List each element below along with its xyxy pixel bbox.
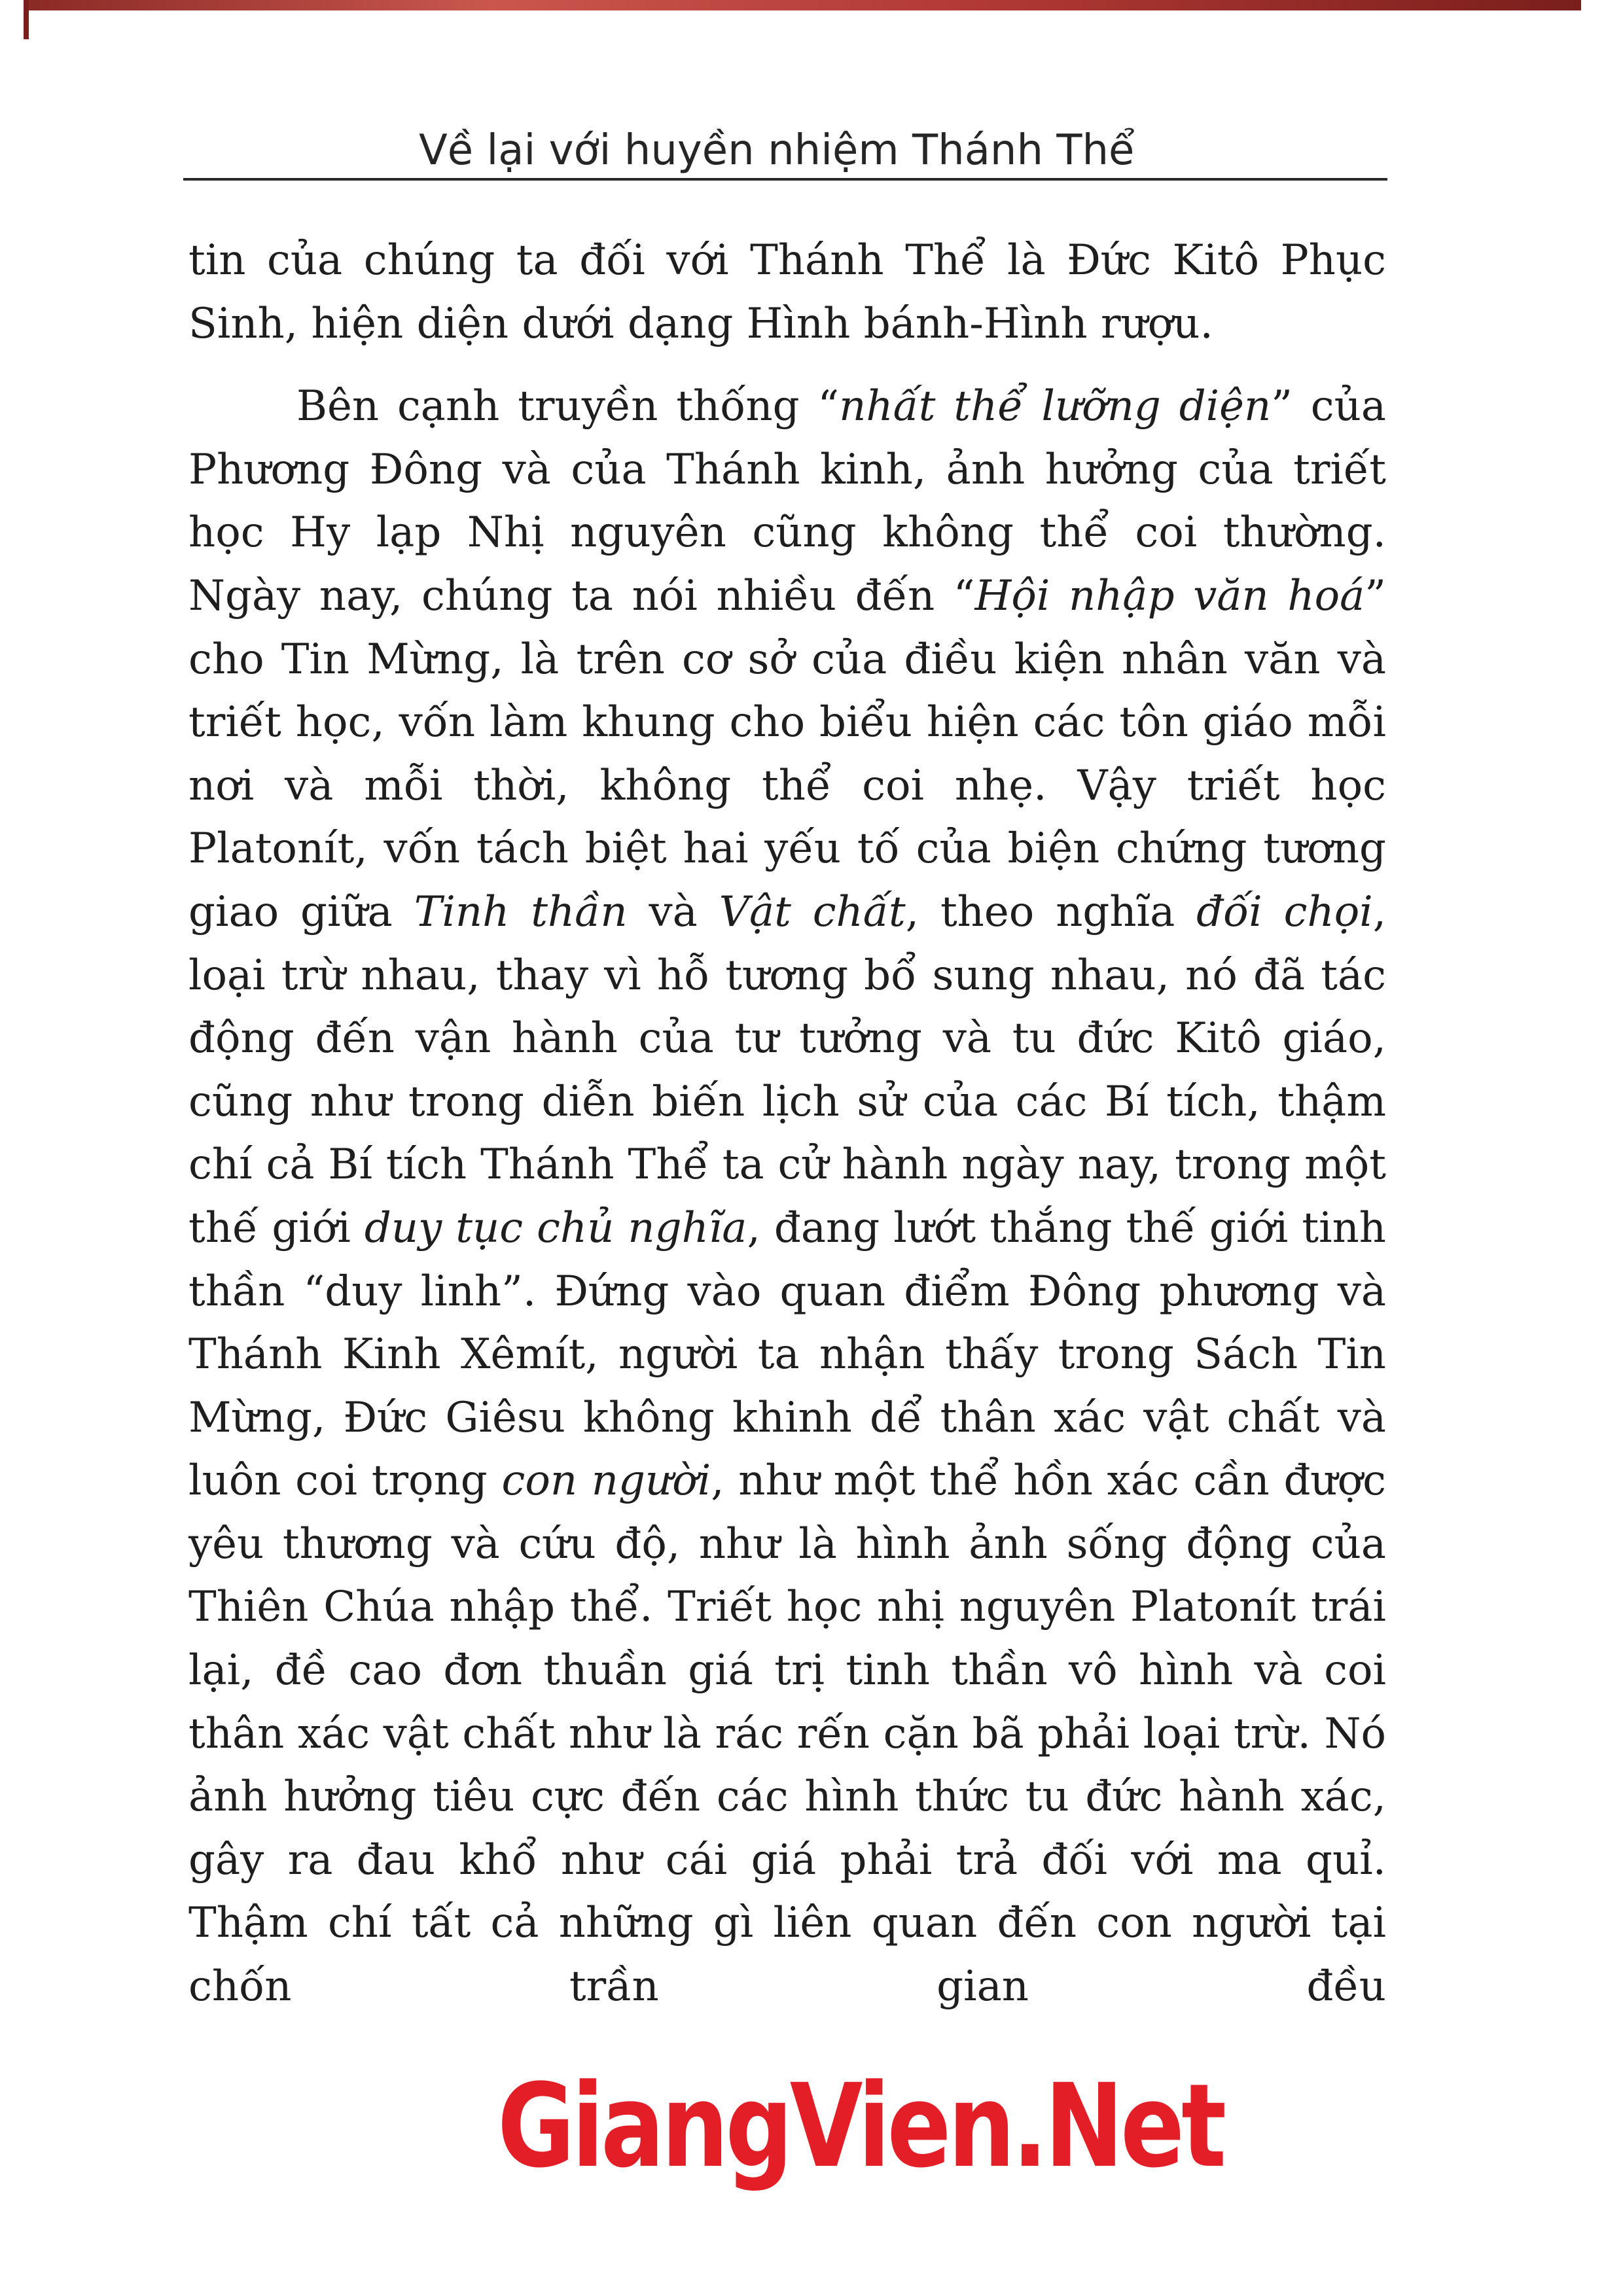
text-run: ” của Phương Đông và của Thánh kinh, ảnh hưởng của triết học Hy lạp Nhị nguyên cũng không thể coi thường. Ngày nay, chúng ta nói nhiều đến “ <box>188 382 1387 620</box>
text-run: Bên cạnh truyền thống “ <box>296 382 840 431</box>
italic-term: nhất thể lưỡng diện <box>839 382 1272 431</box>
top-color-strip <box>24 0 1581 10</box>
text-run: , loại trừ nhau, thay vì hỗ tương bổ sung nhau, nó đã tác động đến vận hành của tư tưởng và tu đức Kitô giáo, cũng như trong diễn biến lịch sử của các Bí tích, thậm chí cả Bí tích Thánh Thể ta cử hành ngày nay, trong một thế giới <box>188 887 1387 1252</box>
italic-term: duy tục chủ nghĩa <box>364 1203 747 1252</box>
italic-term: Vật chất <box>719 887 906 936</box>
paragraph-line-1: tin của chúng ta đối với Thánh Thể là Đức Kitô Phục <box>188 236 1386 285</box>
paragraph-line-2: Sinh, hiện diện dưới dạng Hình bánh-Hình rượu. <box>188 299 1213 348</box>
text-run: , như một thể hồn xác cần được yêu thương và cứu độ, như là hình ảnh sống động của Thiên Chúa nhập thể. Triết học nhị nguyên Platonít trái lại, đề cao đơn thuần giá trị tinh thần vô hình và coi thân xác vật chất như là rác rến cặn bã phải loại trừ. Nó ảnh hưởng tiêu cực đến các hình thức tu đức hành xác, gây ra đau khổ như cái giá phải trả đối với ma quỉ. Thậm chí tất cả những gì liên quan đến con người tại chốn trần gian đều <box>188 1457 1386 2011</box>
italic-term: con người <box>501 1457 711 1506</box>
italic-term: Hội nhập văn hoá <box>974 571 1365 620</box>
watermark-logo: GiangVien.Net <box>497 2059 1224 2193</box>
text-run: , theo nghĩa <box>905 887 1197 936</box>
paragraph-continuation-last-line <box>188 292 1386 356</box>
paragraph-continuation <box>188 229 1386 292</box>
italic-term: đối chọi <box>1196 887 1373 936</box>
page-body <box>188 229 1386 2019</box>
italic-term: Tinh thần <box>414 887 628 936</box>
paragraph-main <box>188 375 1386 2018</box>
running-title: Về lại với huyền nhiệm Thánh Thể <box>419 126 1135 175</box>
text-run: và <box>627 887 719 936</box>
text-run: ” cho Tin Mừng, là trên cơ sở của điều kiện nhân văn và triết học, vốn làm khung cho biểu hiện các tôn giáo mỗi nơi và mỗi thời, không thể coi nhẹ. Vậy triết học Platonít, vốn tách biệt hai yếu tố của biện chứng tương giao giữa <box>188 571 1387 936</box>
text-run: , đang lướt thắng thế giới tinh thần “duy linh”. Đứng vào quan điểm Đông phương và Thánh Kinh Xêmít, người ta nhận thấy trong Sách Tin Mừng, Đức Giêsu không khinh dể thân xác vật chất và luôn coi trọng <box>188 1203 1387 1506</box>
running-header <box>183 121 1387 186</box>
top-left-edge <box>24 0 29 39</box>
header-rule <box>183 178 1387 181</box>
